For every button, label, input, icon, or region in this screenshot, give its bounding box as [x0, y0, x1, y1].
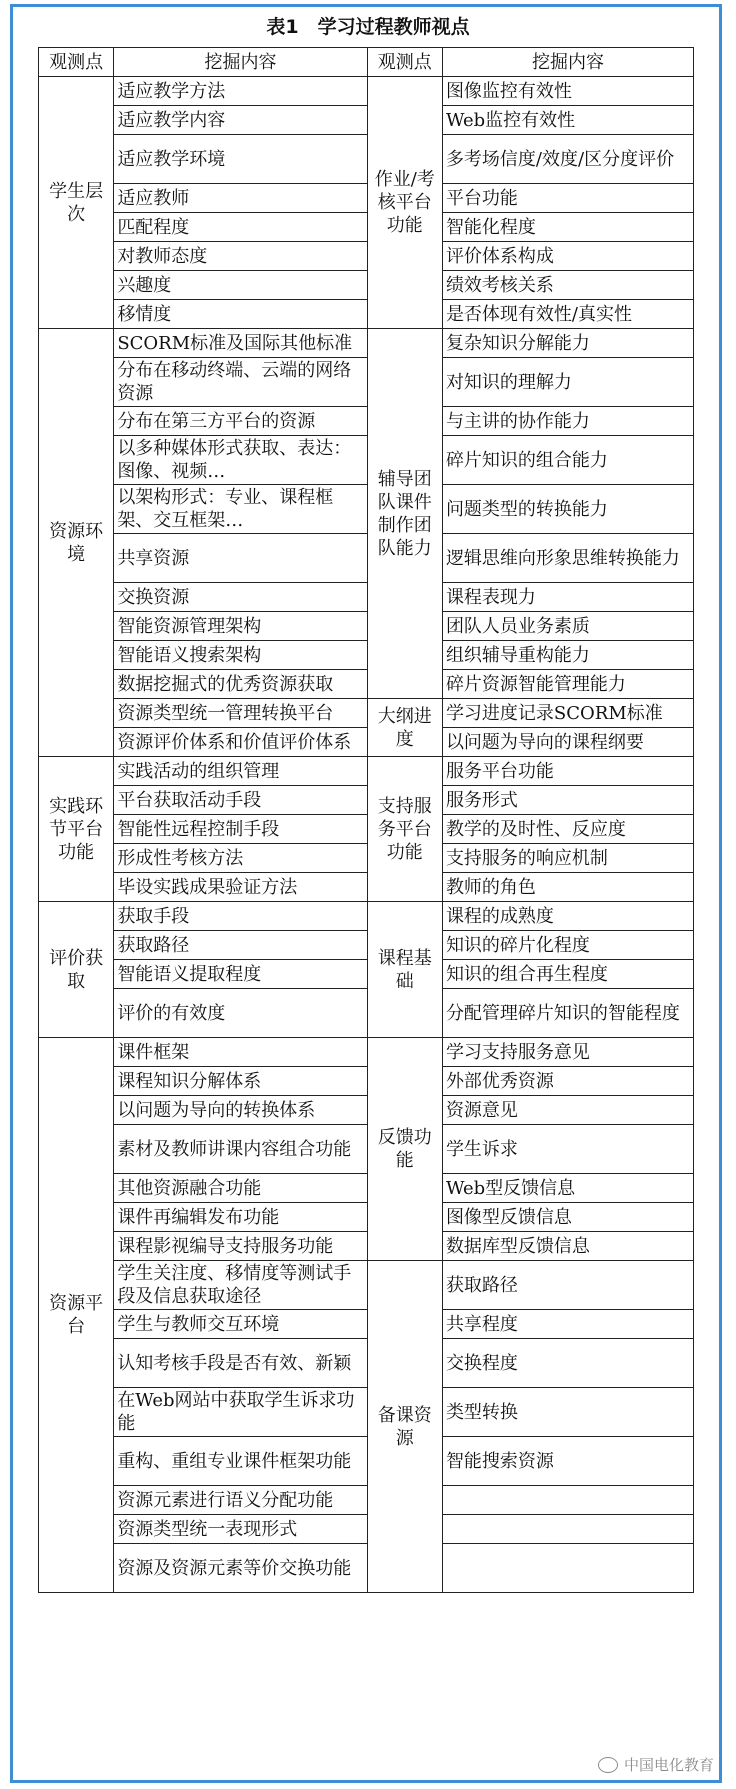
table-row	[39, 931, 694, 960]
mining-content-right: 支持服务的响应机制	[442, 844, 693, 873]
table-row	[39, 1515, 694, 1544]
table-row	[39, 485, 694, 534]
mining-content-left: 资源类型统一表现形式	[114, 1515, 367, 1544]
mining-content-right: 课程表现力	[442, 583, 693, 612]
mining-content-left: 适应教学环境	[114, 135, 367, 184]
table-row	[39, 670, 694, 699]
table-row	[39, 757, 694, 786]
mining-content-right: 绩效考核关系	[442, 271, 693, 300]
table-row	[39, 1203, 694, 1232]
mining-content-left: 重构、重组专业课件框架功能	[114, 1437, 367, 1486]
mining-content-left: 学生关注度、移情度等测试手段及信息获取途径	[114, 1261, 367, 1310]
table-row	[39, 1232, 694, 1261]
mining-content-left: 获取路径	[114, 931, 367, 960]
mining-content-left: 适应教学方法	[114, 77, 367, 106]
table-row	[39, 699, 694, 728]
mining-content-left: 学生与教师交互环境	[114, 1310, 367, 1339]
mining-content-left: 智能语义搜索架构	[114, 641, 367, 670]
observation-point-right: 反馈功能	[367, 1038, 442, 1261]
mining-content-right: 碎片知识的组合能力	[442, 436, 693, 485]
table-row	[39, 786, 694, 815]
table-row	[39, 873, 694, 902]
table-body	[39, 77, 694, 1593]
mining-content-right: 多考场信度/效度/区分度评价	[442, 135, 693, 184]
mining-content-left: 数据挖掘式的优秀资源获取	[114, 670, 367, 699]
mining-content-left: 素材及教师讲课内容组合功能	[114, 1125, 367, 1174]
mining-content-right: 智能搜索资源	[442, 1437, 693, 1486]
mining-content-left: 实践活动的组织管理	[114, 757, 367, 786]
mining-content-right: 学习支持服务意见	[442, 1038, 693, 1067]
watermark	[598, 1754, 714, 1775]
observation-point-right: 支持服务平台功能	[367, 757, 442, 902]
table-row	[39, 329, 694, 358]
mining-content-right: Web监控有效性	[442, 106, 693, 135]
table-row	[39, 271, 694, 300]
mining-content-right: 资源意见	[442, 1096, 693, 1125]
mining-content-right	[442, 1486, 693, 1515]
header-row	[39, 48, 694, 77]
table-row	[39, 534, 694, 583]
mining-content-right: 学生诉求	[442, 1125, 693, 1174]
table-row	[39, 612, 694, 641]
observation-point-right: 大纲进度	[367, 699, 442, 757]
table-row	[39, 184, 694, 213]
observation-point-right: 作业/考核平台功能	[367, 77, 442, 329]
mining-content-right: 服务形式	[442, 786, 693, 815]
table-row	[39, 358, 694, 407]
mining-content-right: 与主讲的协作能力	[442, 407, 693, 436]
table-row	[39, 1339, 694, 1388]
mining-content-right: 智能化程度	[442, 213, 693, 242]
mining-content-left: SCORM标准及国际其他标准	[114, 329, 367, 358]
mining-content-left: 资源及资源元素等价交换功能	[114, 1544, 367, 1593]
mining-content-left: 移情度	[114, 300, 367, 329]
table-row	[39, 1261, 694, 1310]
mining-content-left: 对教师态度	[114, 242, 367, 271]
table-row	[39, 77, 694, 106]
mining-content-left: 资源元素进行语义分配功能	[114, 1486, 367, 1515]
mining-content-left: 认知考核手段是否有效、新颖	[114, 1339, 367, 1388]
mining-content-left: 交换资源	[114, 583, 367, 612]
table-row	[39, 135, 694, 184]
mining-content-right: 共享程度	[442, 1310, 693, 1339]
mining-content-right	[442, 1515, 693, 1544]
mining-content-left: 毕设实践成果验证方法	[114, 873, 367, 902]
mining-content-right: 碎片资源智能管理能力	[442, 670, 693, 699]
table-row	[39, 1125, 694, 1174]
table-row	[39, 1486, 694, 1515]
mining-content-left: 兴趣度	[114, 271, 367, 300]
table-row	[39, 1437, 694, 1486]
mining-content-left: 以架构形式：专业、课程框架、交互框架…	[114, 485, 367, 534]
mining-content-right: 外部优秀资源	[442, 1067, 693, 1096]
mining-content-left: 分布在移动终端、云端的网络资源	[114, 358, 367, 407]
table-row	[39, 815, 694, 844]
mining-content-right: 平台功能	[442, 184, 693, 213]
mining-content-left: 智能语义提取程度	[114, 960, 367, 989]
table-row	[39, 407, 694, 436]
mining-content-left: 课程知识分解体系	[114, 1067, 367, 1096]
table-row	[39, 844, 694, 873]
mining-content-left: 获取手段	[114, 902, 367, 931]
mining-content-left: 平台获取活动手段	[114, 786, 367, 815]
mining-content-right: 知识的碎片化程度	[442, 931, 693, 960]
mining-content-right: 对知识的理解力	[442, 358, 693, 407]
table-row	[39, 989, 694, 1038]
mining-content-right: 数据库型反馈信息	[442, 1232, 693, 1261]
mining-content-left: 以多种媒体形式获取、表达：图像、视频…	[114, 436, 367, 485]
mining-content-right: 是否体现有效性/真实性	[442, 300, 693, 329]
mining-content-right: 图像监控有效性	[442, 77, 693, 106]
mining-content-right: 复杂知识分解能力	[442, 329, 693, 358]
observation-point-right: 备课资源	[367, 1261, 442, 1593]
mining-content-right	[442, 1544, 693, 1593]
mining-content-right: 课程的成熟度	[442, 902, 693, 931]
mining-content-right: 问题类型的转换能力	[442, 485, 693, 534]
table-row	[39, 213, 694, 242]
observation-point-right: 课程基础	[367, 902, 442, 1038]
mining-content-left: 共享资源	[114, 534, 367, 583]
mining-content-right: Web型反馈信息	[442, 1174, 693, 1203]
mining-content-left: 课件框架	[114, 1038, 367, 1067]
table-row	[39, 242, 694, 271]
observation-point-left: 学生层次	[39, 77, 114, 329]
table-title: 表1 学习过程教师视点	[266, 16, 470, 38]
observation-point-left: 评价获取	[39, 902, 114, 1038]
table-row	[39, 1544, 694, 1593]
table-row	[39, 960, 694, 989]
observation-point-left: 实践环节平台功能	[39, 757, 114, 902]
mining-content-left: 形成性考核方法	[114, 844, 367, 873]
header-observation-2: 观测点	[367, 48, 442, 77]
mining-content-right: 以问题为导向的课程纲要	[442, 728, 693, 757]
table-row	[39, 1096, 694, 1125]
teacher-viewpoint-table	[38, 47, 694, 1593]
mining-content-left: 课件再编辑发布功能	[114, 1203, 367, 1232]
observation-point-right: 辅导团队课件制作团队能力	[367, 329, 442, 699]
mining-content-right: 团队人员业务素质	[442, 612, 693, 641]
table-row	[39, 902, 694, 931]
table-row	[39, 641, 694, 670]
mining-content-right: 评价体系构成	[442, 242, 693, 271]
mining-content-left: 资源评价体系和价值评价体系	[114, 728, 367, 757]
observation-point-left: 资源平台	[39, 1038, 114, 1593]
watermark-text: 中国电化教育	[623, 1756, 714, 1774]
mining-content-left: 适应教学内容	[114, 106, 367, 135]
mining-content-left: 以问题为导向的转换体系	[114, 1096, 367, 1125]
mining-content-right: 教学的及时性、反应度	[442, 815, 693, 844]
mining-content-left: 在Web网站中获取学生诉求功能	[114, 1388, 367, 1437]
mining-content-left: 适应教师	[114, 184, 367, 213]
mining-content-left: 分布在第三方平台的资源	[114, 407, 367, 436]
mining-content-right: 学习进度记录SCORM标准	[442, 699, 693, 728]
mining-content-left: 课程影视编导支持服务功能	[114, 1232, 367, 1261]
mining-content-right: 获取路径	[442, 1261, 693, 1310]
mining-content-right: 服务平台功能	[442, 757, 693, 786]
header-content-1: 挖掘内容	[114, 48, 367, 77]
table-row	[39, 106, 694, 135]
table-row	[39, 300, 694, 329]
table-row	[39, 1388, 694, 1437]
mining-content-right: 图像型反馈信息	[442, 1203, 693, 1232]
mining-content-right: 交换程度	[442, 1339, 693, 1388]
table-row	[39, 1067, 694, 1096]
mining-content-right: 分配管理碎片知识的智能程度	[442, 989, 693, 1038]
mining-content-right: 知识的组合再生程度	[442, 960, 693, 989]
mining-content-left: 智能资源管理架构	[114, 612, 367, 641]
mining-content-right: 类型转换	[442, 1388, 693, 1437]
table-row	[39, 1310, 694, 1339]
mining-content-left: 资源类型统一管理转换平台	[114, 699, 367, 728]
mining-content-right: 组织辅导重构能力	[442, 641, 693, 670]
mining-content-right: 教师的角色	[442, 873, 693, 902]
mining-content-left: 智能性远程控制手段	[114, 815, 367, 844]
table-row	[39, 1174, 694, 1203]
observation-point-left: 资源环境	[39, 329, 114, 757]
table-row	[39, 583, 694, 612]
table-row	[39, 436, 694, 485]
mining-content-left: 其他资源融合功能	[114, 1174, 367, 1203]
header-observation-1: 观测点	[39, 48, 114, 77]
mining-content-right: 逻辑思维向形象思维转换能力	[442, 534, 693, 583]
table-row	[39, 1038, 694, 1067]
header-content-2: 挖掘内容	[442, 48, 693, 77]
mining-content-left: 评价的有效度	[114, 989, 367, 1038]
wechat-icon	[598, 1757, 618, 1773]
mining-content-left: 匹配程度	[114, 213, 367, 242]
table-row	[39, 728, 694, 757]
